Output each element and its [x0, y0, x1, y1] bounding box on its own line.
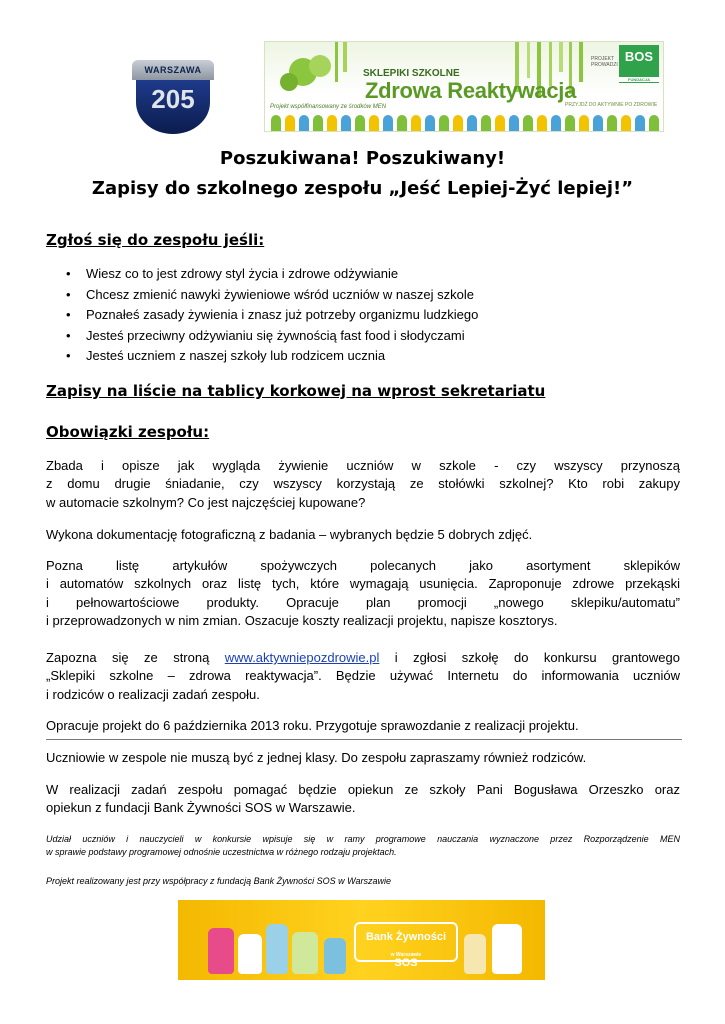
- page-subtitle: Zapisy do szkolnego zespołu „Jeść Lepiej-Żyć lepiej!”: [91, 178, 634, 199]
- awning-scallop-icon: [355, 115, 365, 131]
- paragraph-line: i automatów szkolnych oraz listę tych, które wymagają usunięcia. Zaproponuje zdrowe przekąski: [46, 576, 680, 592]
- awning-scallop-icon: [313, 115, 323, 131]
- list-item: [66, 346, 630, 367]
- awning-scallop-icon: [341, 115, 351, 131]
- bullet-icon: •: [66, 327, 71, 343]
- note-line: w sprawie podstawy programowej odnośnie uczestnictwa w różnego rodzaju projektach.: [46, 847, 397, 857]
- bullet-icon: •: [66, 266, 71, 281]
- banner-invite: PRZYJDŹ DO AKTYWNIE PO ZDROWIE: [565, 102, 658, 108]
- awning-scallop-icon: [509, 115, 519, 131]
- awning-scallop-icon: [649, 115, 659, 131]
- list-item: [66, 305, 630, 326]
- duty-paragraph-photos: Wykona dokumentację fotograficzną z badania – wybranych będzie 5 dobrych zdjęć.: [46, 527, 533, 542]
- supervisors-paragraph: [46, 781, 680, 818]
- divider: [46, 739, 682, 740]
- awning-scallop-icon: [271, 115, 281, 131]
- bullet-icon: •: [66, 286, 71, 302]
- list-item-text: Wiesz co to jest zdrowy styl życia i zdrowe odżywianie: [86, 266, 399, 281]
- paragraph-line: opiekun z fundacji Bank Żywności SOS w Warszawie.: [46, 800, 356, 816]
- awning-scallop-icon: [425, 115, 435, 131]
- bag-character-icon: [464, 934, 486, 974]
- sos-logo-sub: FUNDACJA: [619, 77, 659, 82]
- duty-paragraph-products: [46, 557, 680, 631]
- paragraph-line: [46, 649, 680, 667]
- awning-scallop-icon: [439, 115, 449, 131]
- food-bank-logo: [354, 922, 458, 969]
- sos-logo-text: BOS: [624, 49, 654, 64]
- awning-scallop-icon: [383, 115, 393, 131]
- awning-scallop-icon: [523, 115, 533, 131]
- awning-scallop-icon: [369, 115, 379, 131]
- badge-school-number: 205: [136, 80, 210, 134]
- note-line: Udział uczniów i nauczycieli w konkursie wpisuje się w ramy programowe nauczania wyznaczone przez Rozporządzenie MEN: [46, 834, 680, 844]
- text-fragment: Zapozna się ze stroną: [46, 650, 225, 665]
- awning-scallop-icon: [635, 115, 645, 131]
- join-criteria-list: [66, 264, 630, 367]
- awning-scallop-icon: [285, 115, 295, 131]
- awning-scallop-icon: [607, 115, 617, 131]
- jar-character-icon: [208, 928, 234, 974]
- banner-subtitle: SKLEPIKI SZKOLNE: [363, 68, 460, 79]
- list-item: [66, 326, 630, 347]
- food-bank-sub: w Warszawie: [390, 952, 422, 958]
- awning-scallop-icon: [621, 115, 631, 131]
- duty-paragraph-website: [46, 649, 680, 704]
- bottle-character-icon: [266, 924, 288, 974]
- list-item: [66, 264, 630, 285]
- duties-heading: Obowiązki zespołu:: [46, 423, 210, 441]
- awning-scallop-icon: [537, 115, 547, 131]
- awning-scallop-icon: [565, 115, 575, 131]
- paragraph-line: i przeprowadzonych w nim zmian. Oszacuje koszty realizacji projektu, napisze kosztorys.: [46, 613, 558, 629]
- signup-heading: Zapisy na liście na tablicy korkowej na wprost sekretariatu: [46, 382, 546, 400]
- banner-title: Zdrowa Reaktywacja: [365, 78, 577, 103]
- duty-paragraph-deadline: Opracuje projekt do 6 października 2013 roku. Przygotuje sprawozdanie z realizacji projektu.: [46, 718, 579, 733]
- legal-note: [46, 833, 680, 859]
- school-badge-logo: [132, 60, 214, 134]
- rice-bag-character-icon: [492, 924, 522, 974]
- list-item-text: Poznałeś zasady żywienia i znasz już potrzeby organizmu ludzkiego: [86, 307, 479, 323]
- join-heading: Zgłoś się do zespołu jeśli:: [46, 231, 265, 249]
- sos-foundation-logo: [619, 45, 659, 83]
- paragraph-line: „Sklepiki szkolne – zdrowa reaktywacja”. Będzie używać Internetu do informowania uczniów: [46, 668, 680, 684]
- paragraph-line: i pełnowartościowe produkty. Opracuje plan promocji „nowego sklepiku/automatu”: [46, 594, 680, 610]
- banner-cofinanced-note: Projekt współfinansowany ze środków MEN: [270, 104, 387, 110]
- box-character-icon: [324, 938, 346, 974]
- paragraph-line: w automacie szkolnym? Co jest najczęściej kupowane?: [46, 494, 366, 510]
- awning-scallop-icon: [593, 115, 603, 131]
- bullet-icon: •: [66, 348, 71, 364]
- awning-scallop-icon: [467, 115, 477, 131]
- awning-scallop-icon: [551, 115, 561, 131]
- can-character-icon: [292, 932, 318, 974]
- awning-scallop-icon: [327, 115, 337, 131]
- text-fragment: i zgłosi szkołę do konkursu grantowego: [379, 650, 680, 665]
- cooperation-note: Projekt realizowany jest przy współpracy z fundacją Bank Żywności SOS w Warszawie: [46, 876, 391, 886]
- page-title: Poszukiwana! Poszukiwany!: [219, 148, 506, 169]
- food-bank-banner: [178, 900, 545, 980]
- website-link[interactable]: www.aktywniepozdrowie.pl: [224, 650, 380, 665]
- awning-scallop-icon: [397, 115, 407, 131]
- paragraph-line: W realizacji zadań zespołu pomagać będzie opiekun ze szkoły Pani Bogusława Orzeszko oraz: [46, 782, 680, 797]
- paragraph-line: z domu drugie śniadanie, czy wszyscy korzystają ze stołówki szkolnej? Kto robi zakupy: [46, 476, 680, 492]
- paragraph-line: Pozna listę artykułów spożywczych polecanych jako asortyment sklepików: [46, 558, 680, 573]
- list-item-text: Chcesz zmienić nawyki żywieniowe wśród uczniów w naszej szkole: [86, 286, 474, 302]
- awning-scallop-icon: [579, 115, 589, 131]
- team-composition-note: Uczniowie w zespole nie muszą być z jednej klasy. Do zespołu zapraszamy również rodziców.: [46, 750, 587, 765]
- badge-city-label: WARSZAWA: [132, 60, 214, 80]
- list-item-text: Jesteś uczniem z naszej szkoły lub rodzicem ucznia: [86, 348, 386, 364]
- list-item: [66, 285, 630, 306]
- awning-scallop-icon: [411, 115, 421, 131]
- awning-scallop-icon: [299, 115, 309, 131]
- food-bank-title: Bank Żywności SOS: [365, 931, 447, 969]
- awning-scallop-icon: [481, 115, 491, 131]
- awning-scallop-icon: [495, 115, 505, 131]
- milk-character-icon: [238, 934, 262, 974]
- project-banner: [264, 41, 664, 132]
- awning-scallop-icon: [453, 115, 463, 131]
- banner-awning-strip: [265, 110, 663, 132]
- bullet-icon: •: [66, 307, 71, 323]
- paragraph-line: i rodziców o realizacji zadań zespołu.: [46, 686, 260, 702]
- list-item-text: Jesteś przeciwny odżywianiu się żywnością fast food i słodyczami: [86, 327, 465, 343]
- paragraph-line: Zbada i opisze jak wygląda żywienie uczniów w szkole - czy wszyscy przynoszą: [46, 458, 680, 473]
- duty-paragraph-survey: [46, 457, 680, 512]
- banner-project-label: PROJEKT PROWADZI: [591, 56, 618, 68]
